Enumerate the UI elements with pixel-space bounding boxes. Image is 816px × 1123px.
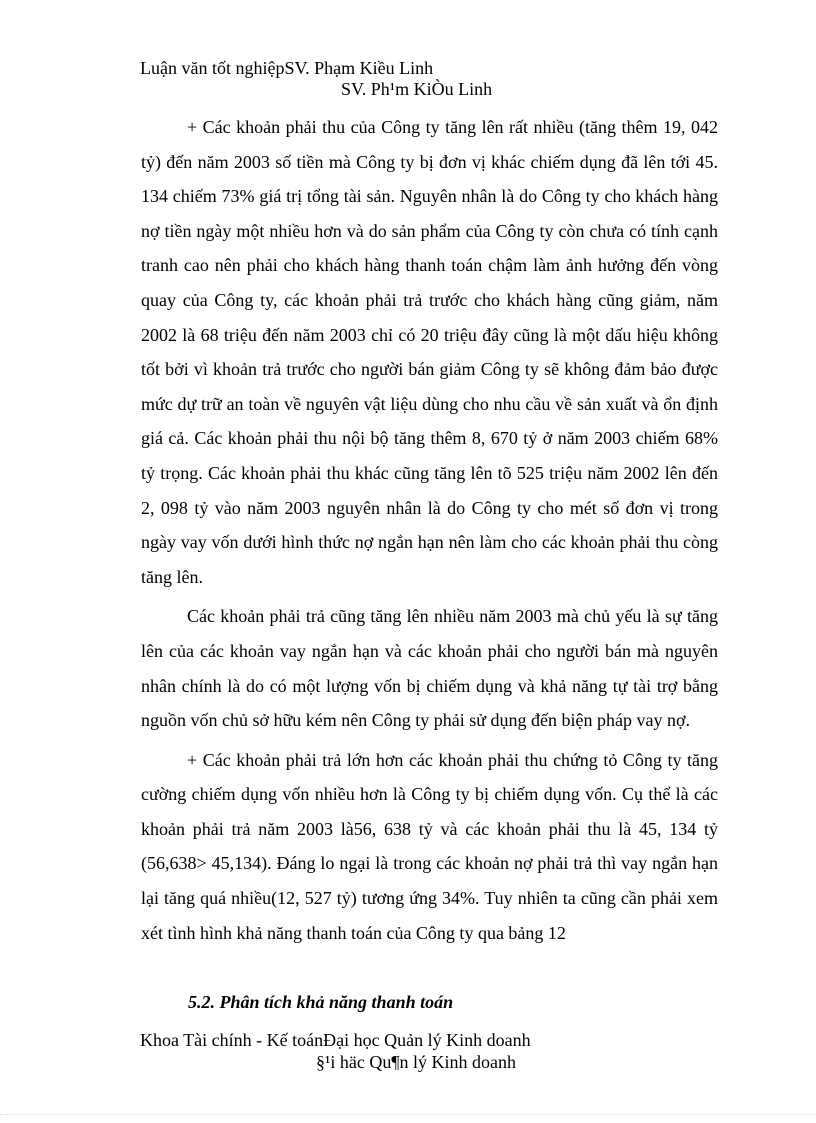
paragraph-comparison: + Các khoản phải trả lớn hơn các khoản phải thu chứng tỏ Công ty tăng cường chiếm dụng vốn nhiều hơn là Công ty bị chiếm dụng vốn. Cụ thể là các khoản phải trả năm 2003 là56, 638 tỷ và các khoản phải thu là 45, 134 tỷ (56,638> 45,134). Đáng lo ngại là trong các khoản nợ phải trả thì vay ngắn hạn lại tăng quá nhiều(12, 527 tỷ) tương ứng 34%. Tuy nhiên ta cũng cần phải xem xét tình hình khả năng thanh toán của Công ty qua bảng 12 bbox=[141, 749, 718, 943]
page-bottom-divider bbox=[0, 1114, 816, 1115]
header-line-1: Luận văn tốt nghiệpSV. Phạm Kiều Linh bbox=[140, 58, 434, 78]
body-text bbox=[141, 110, 718, 950]
footer-line-2: §¹i häc Qu¶n lý Kinh doanh bbox=[316, 1052, 517, 1072]
page-footer bbox=[140, 1029, 531, 1073]
paragraph-receivables: + Các khoản phải thu của Công ty tăng lên rất nhiều (tăng thêm 19, 042 tỷ) đến năm 2003 số tiền mà Công ty bị đơn vị khác chiếm dụng đã lên tới 45. 134 chiếm 73% giá trị tổng tài sản. Nguyên nhân là do Công ty cho khách hàng nợ tiền ngày một nhiều hơn và do sản phẩm của Công ty còn chưa có tính cạnh tranh cao nên phải cho khách hàng thanh toán chậm làm ảnh hưởng đến vòng quay của Công ty, các khoản phải trả trước cho khách hàng cũng giảm, năm 2002 là 68 triệu đến năm 2003 chỉ có 20 triệu đây cũng là một dấu hiệu không tốt bởi vì khoản trả trước cho người bán giảm Công ty sẽ không đảm bảo được mức dự trữ an toàn về nguyên vật liệu dùng cho nhu cầu về sản xuất và ổn định giá cả. Các khoản phải thu nội bộ tăng thêm 8, 670 tỷ ở năm 2003 chiếm 68% tỷ trọng. Các khoản phải thu khác cũng tăng lên tõ 525 triệu năm 2002 lên đến 2, 098 tỷ vào năm 2003 nguyên nhân là do Công ty cho mét số đơn vị trong ngày vay vốn dưới hình thức nợ ngắn hạn nên làm cho các khoản phải thu còng tăng lên. bbox=[141, 117, 718, 587]
page-header bbox=[140, 58, 492, 100]
section-heading: 5.2. Phân tích khả năng thanh toán bbox=[188, 992, 454, 1012]
header-line-2: SV. Ph¹m KiÒu Linh bbox=[341, 79, 493, 99]
footer-line-1: Khoa Tài chính - Kế toánĐại học Quản lý Kinh doanh bbox=[140, 1030, 531, 1050]
paragraph-payables: Các khoản phải trả cũng tăng lên nhiều năm 2003 mà chủ yếu là sự tăng lên của các khoản vay ngắn hạn và các khoản phải cho người bán mà nguyên nhân chính là do có một lượng vốn bị chiếm dụng và khả năng tự tài trợ bằng nguồn vốn chủ sở hữu kém nên Công ty phải sử dụng đến biện pháp vay nợ. bbox=[141, 606, 718, 731]
